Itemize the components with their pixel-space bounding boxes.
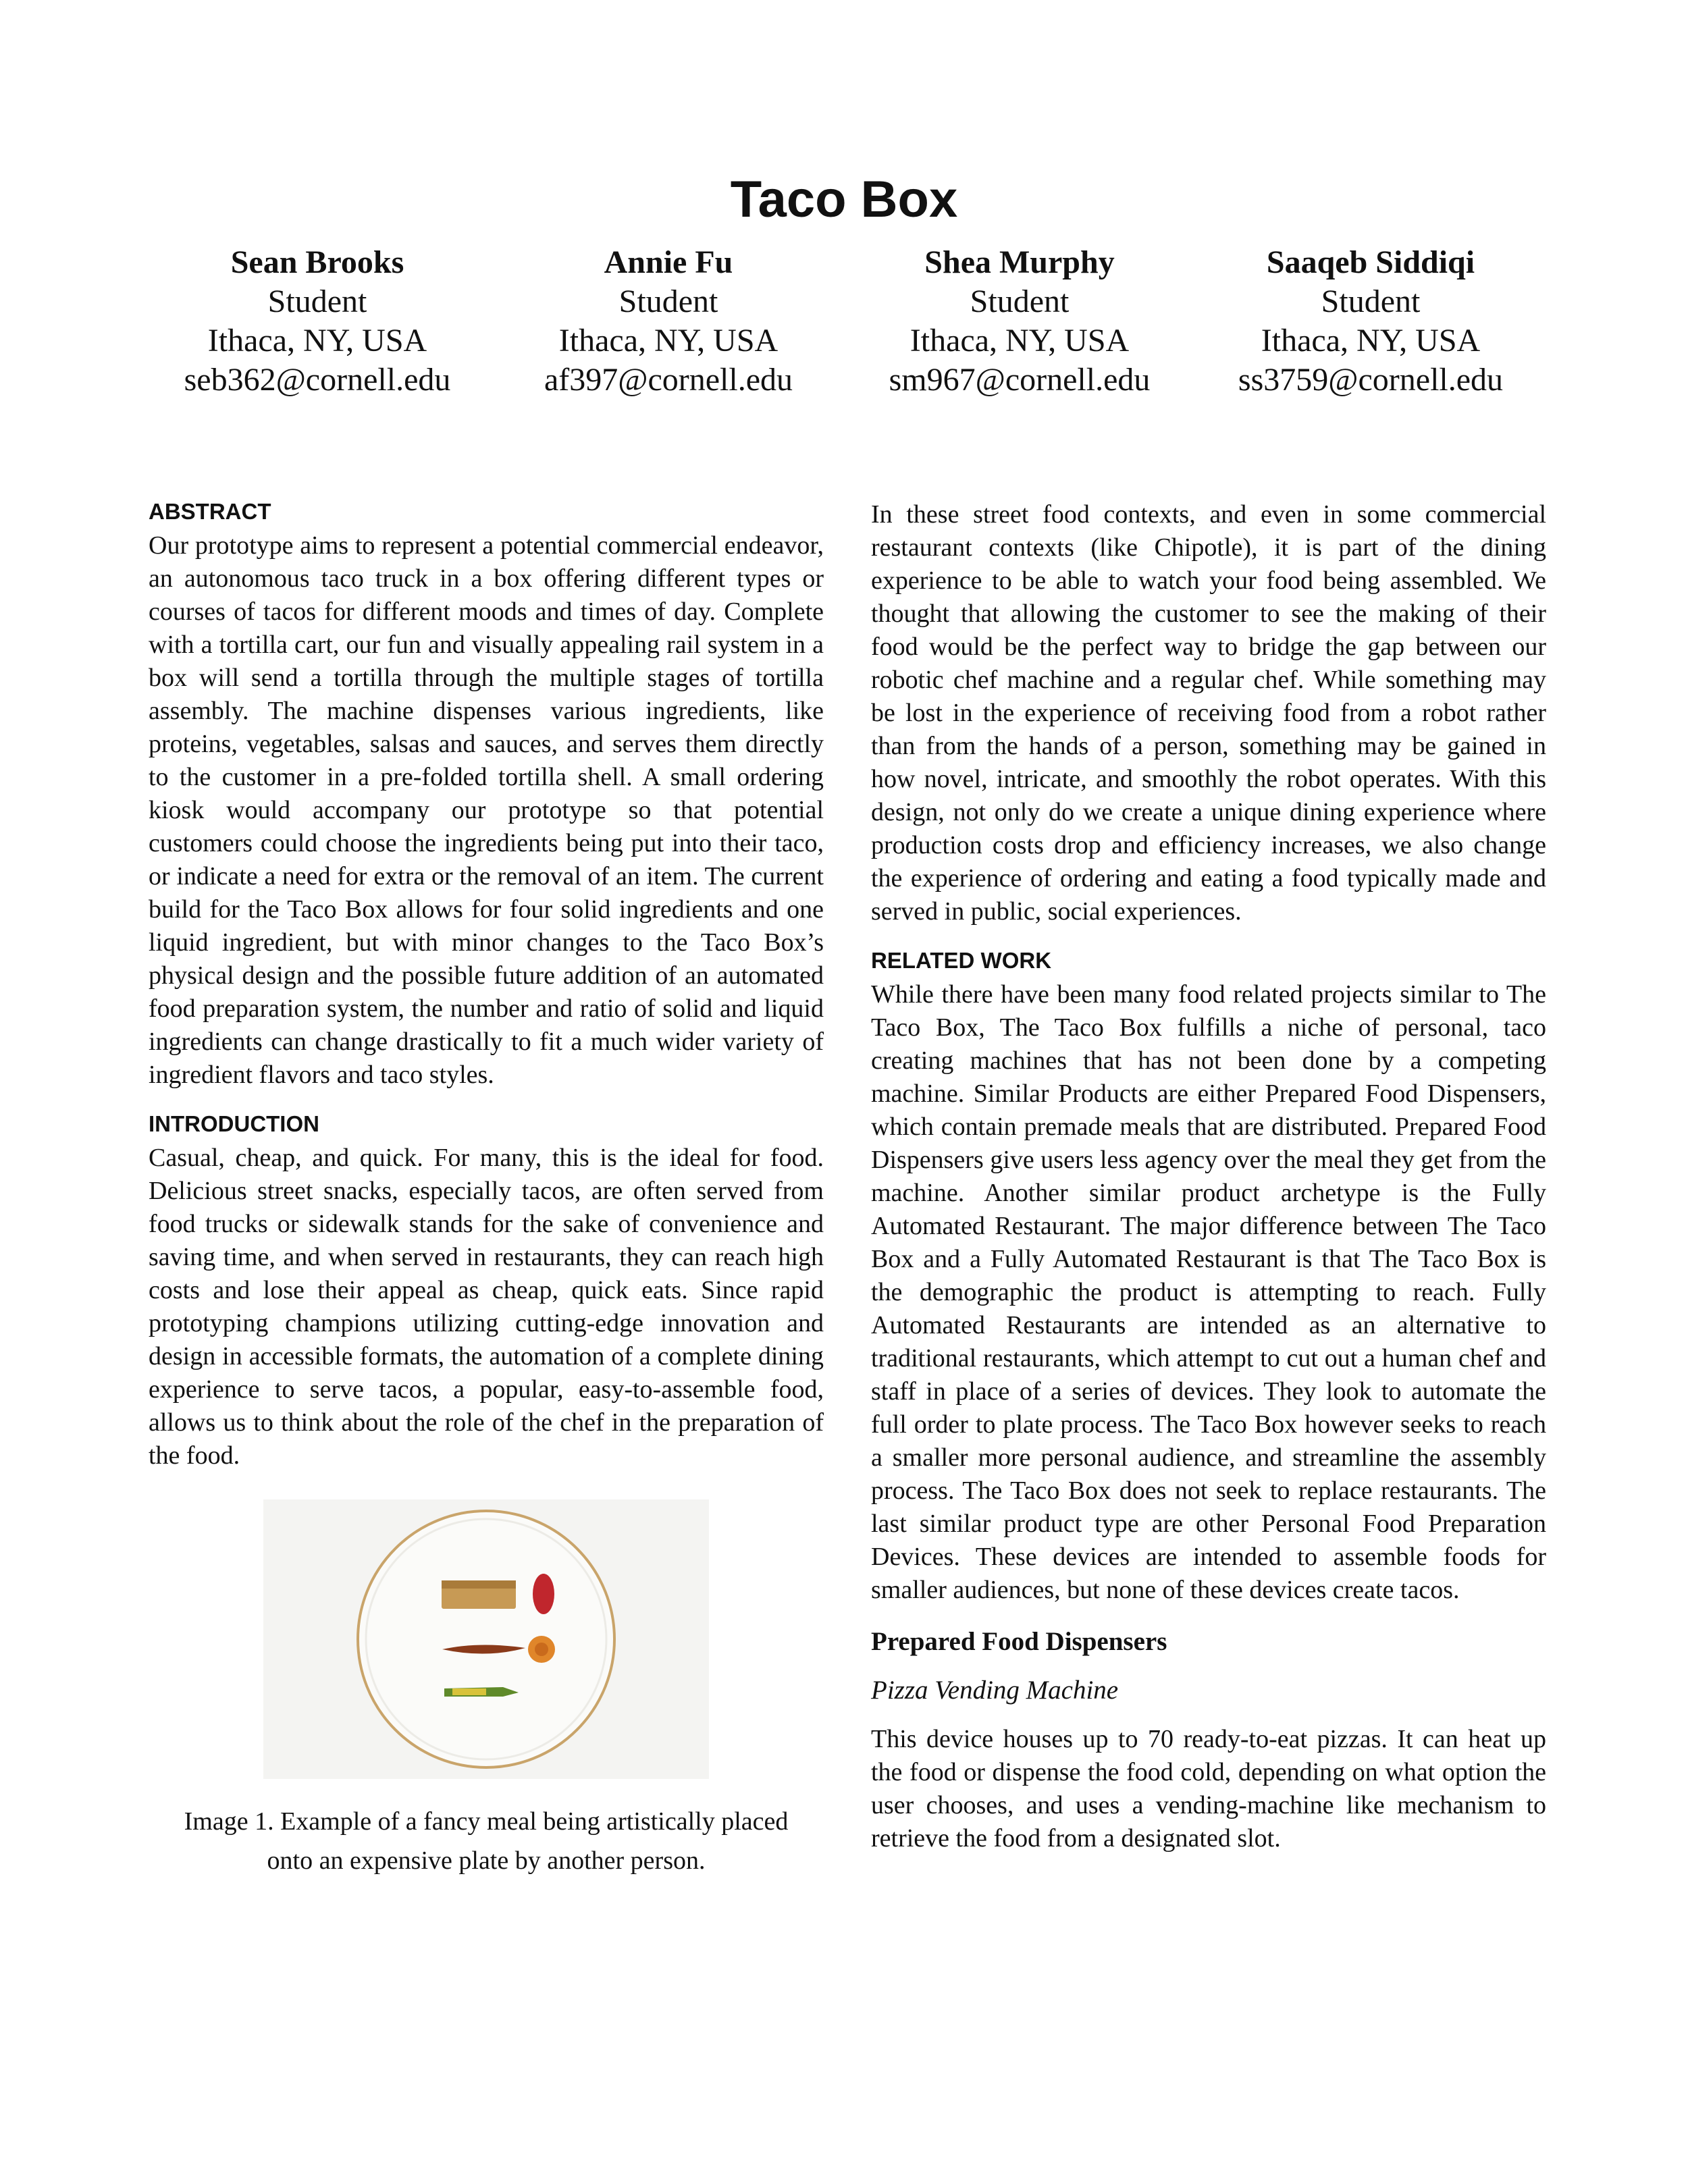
author-email: af397@cornell.edu (544, 362, 793, 398)
author-email: seb362@cornell.edu (184, 362, 451, 398)
author-role: Student (1321, 284, 1421, 319)
caption-line-1: Image 1. Example of a fancy meal being artistically placed (184, 1807, 789, 1836)
author-email: ss3759@cornell.edu (1238, 362, 1504, 398)
author-block (142, 243, 1546, 400)
pizza-vending-subheading: Pizza Vending Machine (871, 1676, 1119, 1705)
introduction-continued-text: In these street food contexts, and even in some commercial restaurant contexts (like Chipotle), it is part of the dining experience to be able to watch your food being assembled. We thought that allowing the customer to see the making of their food would be the perfect way to bridge the gap between our robotic chef machine and a regular chef. While something may be lost in the experience of receiving food from a robot rather than from the hands of a person, something may be gained in how novel, intricate, and smoothly the robot operates. With this design, not only do we create a unique dining experience where production costs drop and efficiency increases, we also change the experience of ordering and eating a food typically made and served in public, social experiences. (871, 500, 1546, 926)
figure-1 (149, 1499, 824, 1880)
abstract-text: Our prototype aims to represent a potential commercial endeavor, an autonomous taco truck in a box offering different types or courses of tacos for different moods and times of day. Complete with a tortilla cart, our fun and visually appealing rail system in a box will send a tortilla through the multiple stages of tortilla assembly. The machine dispenses various ingredients, like proteins, vegetables, salsas and sauces, and serves them directly to the customer in a pre-folded tortilla shell. A small ordering kiosk would accompany our prototype so that potential customers could choose the ingredients being put into their taco, or indicate a need for extra or the removal of an item. The current build for the Taco Box allows for four solid ingredients and one liquid ingredient, but with minor changes to the Taco Box’s physical design and the possible future addition of an automated food preparation system, the number and ratio of solid and liquid ingredients can change drastically to fit a much wider variety of ingredient flavors and taco styles. (149, 531, 824, 1089)
introduction-heading: INTRODUCTION (149, 1111, 319, 1136)
figure-caption (149, 1802, 824, 1880)
author-4 (1195, 243, 1546, 400)
author-2 (493, 243, 844, 400)
author-name: Sean Brooks (230, 244, 404, 280)
related-work-heading: RELATED WORK (871, 948, 1052, 973)
related-work-text: While there have been many food related projects similar to The Taco Box, The Taco Box fulfills a niche of personal, taco creating machines that has not been done by a competing machine. Similar Products are either Prepared Food Dispensers, which contain premade meals that are distributed. Prepared Food Dispensers give users less agency over the meal they get from the machine. Another similar product archetype is the Fully Automated Restaurant. The major difference between The Taco Box and a Fully Automated Restaurant is that The Taco Box is the demographic the product is attempting to reach. Fully Automated Restaurants are intended as an alternative to traditional restaurants, which attempt to cut out a human chef and staff in place of a series of devices. They look to automate the full order to plate process. The Taco Box however seeks to reach a smaller more personal audience, and streamline the assembly process. The Taco Box does not seek to replace restaurants. The last similar product type are other Personal Food Preparation Devices. These devices are intended to assemble foods for smaller audiences, but none of these devices create tacos. (871, 980, 1546, 1604)
caption-line-2: onto an expensive plate by another person. (267, 1846, 706, 1875)
plated-meal-image (263, 1499, 709, 1779)
author-role: Student (970, 284, 1070, 319)
introduction-text: Casual, cheap, and quick. For many, this is the ideal for food. Delicious street snacks, especially tacos, are often served from food trucks or sidewalk stands for the sake of convenience and saving time, and when served in restaurants, they can reach high costs and lose their appeal as cheap, quick eats. Since rapid prototyping champions utilizing cutting-edge innovation and design in accessible formats, the automation of a complete dining experience to serve tacos, a popular, easy-to-assemble food, allows us to think about the role of the chef in the preparation of the food. (149, 1144, 824, 1470)
right-column (871, 498, 1546, 1874)
author-email: sm967@cornell.edu (889, 362, 1151, 398)
author-location: Ithaca, NY, USA (1261, 323, 1481, 358)
pizza-vending-text: This device houses up to 70 ready-to-eat pizzas. It can heat up the food or dispense the food cold, depending on what option the user chooses, and uses a vending-machine like mechanism to retrieve the food from a designated slot. (871, 1725, 1546, 1853)
paper-title: Taco Box (730, 171, 958, 228)
author-role: Student (267, 284, 367, 319)
prepared-food-heading: Prepared Food Dispensers (871, 1627, 1167, 1656)
author-location: Ithaca, NY, USA (558, 323, 779, 358)
author-1 (142, 243, 493, 400)
author-location: Ithaca, NY, USA (207, 323, 427, 358)
left-column (149, 498, 824, 1880)
author-name: Annie Fu (604, 244, 733, 280)
author-3 (844, 243, 1195, 400)
author-name: Shea Murphy (924, 244, 1115, 280)
abstract-heading: ABSTRACT (149, 499, 271, 524)
author-location: Ithaca, NY, USA (909, 323, 1130, 358)
author-role: Student (618, 284, 718, 319)
author-name: Saaqeb Siddiqi (1266, 244, 1475, 280)
